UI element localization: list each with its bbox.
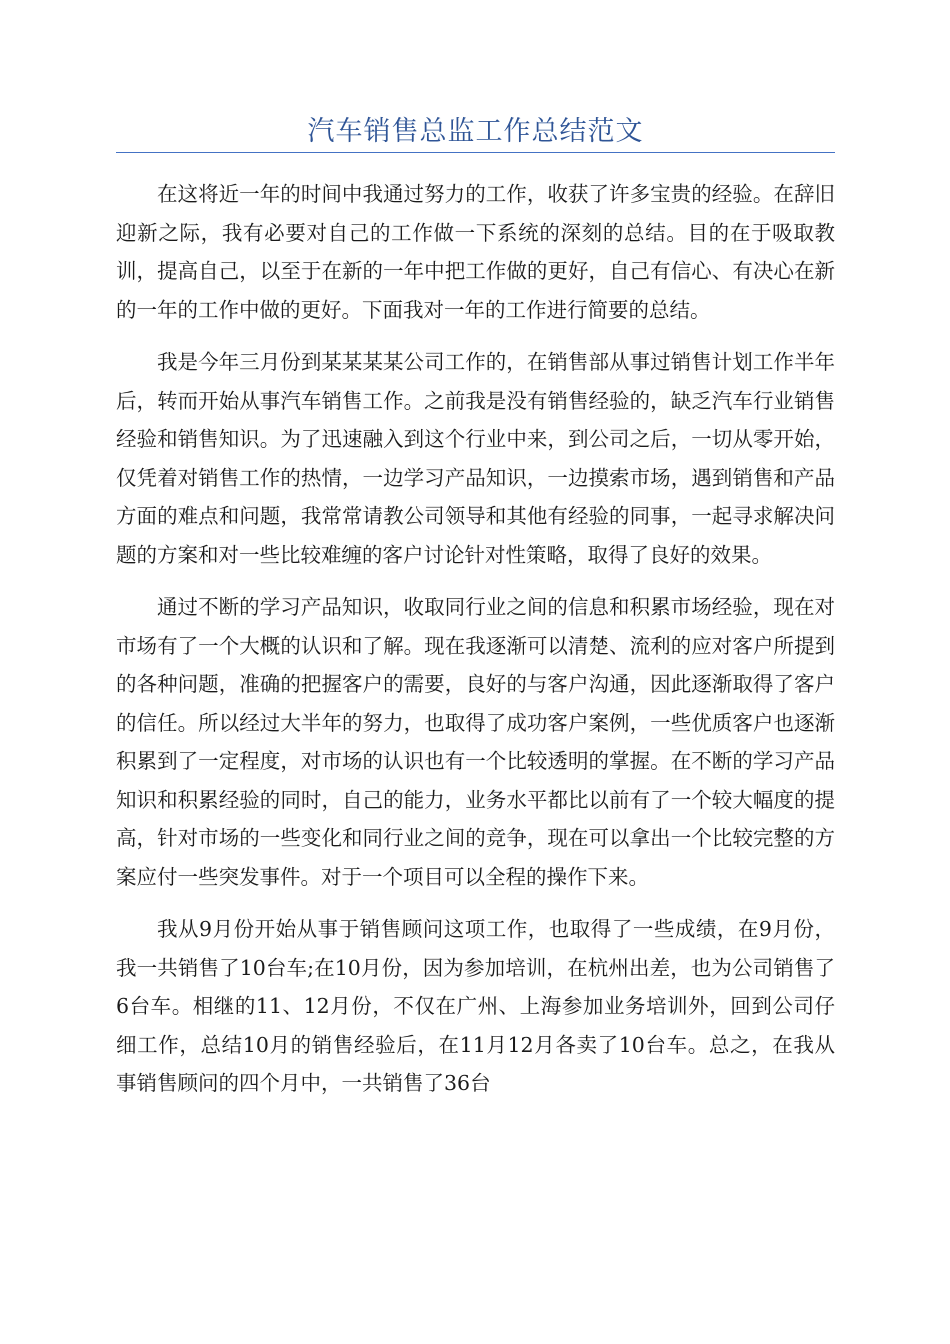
paragraph-1: 在这将近一年的时间中我通过努力的工作，收获了许多宝贵的经验。在辞旧迎新之际，我有必要对自己的工作做一下系统的深刻的总结。目的在于吸取教训，提高自己，以至于在新的一年中把工作做的更好，自己有信心、有决心在新的一年的工作中做的更好。下面我对一年的工作进行简要的总结。 — [116, 182, 835, 322]
paragraph-4: 我从9月份开始从事于销售顾问这项工作，也取得了一些成绩，在9月份，我一共销售了10台车;在10月份，因为参加培训，在杭州出差，也为公司销售了6台车。相继的11、12月份，不仅在广州、上海参加业务培训外，回到公司仔细工作，总结10月的销售经验后，在11月12月各卖了10台车。总之，在我从事销售顾问的四个月中，一共销售了36台 — [116, 917, 835, 1095]
paragraph-2: 我是今年三月份到某某某某公司工作的，在销售部从事过销售计划工作半年后，转而开始从事汽车销售工作。之前我是没有销售经验的，缺乏汽车行业销售经验和销售知识。为了迅速融入到这个行业中来，到公司之后，一切从零开始，仅凭着对销售工作的热情，一边学习产品知识，一边摸索市场，遇到销售和产品方面的难点和问题，我常常请教公司领导和其他有经验的同事，一起寻求解决问题的方案和对一些比较难缠的客户讨论针对性策略，取得了良好的效果。 — [116, 350, 835, 567]
title-underline — [116, 152, 835, 153]
paragraph-3: 通过不断的学习产品知识，收取同行业之间的信息和积累市场经验，现在对市场有了一个大概的认识和了解。现在我逐渐可以清楚、流利的应对客户所提到的各种问题，准确的把握客户的需要，良好的与客户沟通，因此逐渐取得了客户的信任。所以经过大半年的努力，也取得了成功客户案例，一些优质客户也逐渐积累到了一定程度，对市场的认识也有一个比较透明的掌握。在不断的学习产品知识和积累经验的同时，自己的能力，业务水平都比以前有了一个较大幅度的提高，针对市场的一些变化和同行业之间的竞争，现在可以拿出一个比较完整的方案应付一些突发事件。对于一个项目可以全程的操作下来。 — [116, 595, 835, 889]
document-page — [116, 112, 835, 1117]
document-title: 汽车销售总监工作总结范文 — [307, 116, 644, 147]
